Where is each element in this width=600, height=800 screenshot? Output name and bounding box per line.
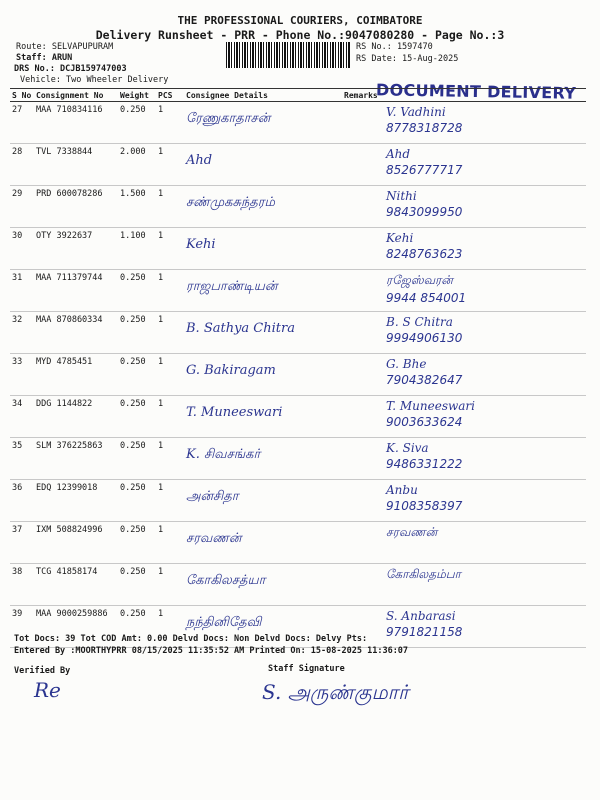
remarks-cell [342,186,384,228]
receiver-phone: 9003633624 [386,415,463,429]
receiver-signature: Anbu [386,483,418,497]
pcs-cell: 1 [156,186,184,228]
consignment-cell: PRD 600078286 [34,186,118,228]
consignee-handwriting: சரவணன் [186,531,242,546]
receiver-signature: V. Vadhini [386,105,446,119]
entered-by-line: Entered By :MOORTHYPRR 08/15/2025 11:35:52 AM Printed On: 15-08-2025 11:36:07 [14,646,409,656]
weight-cell: 0.250 [118,564,156,606]
verifier-signature: Re [34,678,61,702]
receiver-cell [384,564,586,606]
table-row [10,480,586,522]
consignee-handwriting: சண்முகசுந்தரம் [186,195,275,210]
receiver-phone: 9486331222 [386,457,463,471]
consignment-cell: MAA 9000259886 [34,606,118,648]
drs-number: DRS No.: DCJB159747003 [14,64,127,74]
receiver-signature: கோகிலதம்பா [386,567,461,581]
receiver-phone: 7904382647 [386,373,463,387]
consignee-handwriting: நந்தினிதேவி [186,615,262,630]
receiver-signature: S. Anbarasi [386,609,456,623]
pcs-cell: 1 [156,438,184,480]
table-row [10,144,586,186]
remarks-cell [342,144,384,186]
weight-cell: 0.250 [118,396,156,438]
pcs-cell: 1 [156,102,184,144]
pcs-cell: 1 [156,606,184,648]
staff-signature-label: Staff Signature [268,664,345,674]
consignment-cell: MAA 870860334 [34,312,118,354]
route-label: Route: SELVAPUPURAM [16,42,114,52]
col-consignment: Consignment No [34,89,118,102]
consignee-handwriting: Ahd [186,153,213,168]
pcs-cell: 1 [156,564,184,606]
consignee-cell [184,354,342,396]
consignee-handwriting: B. Sathya Chitra [186,321,295,336]
consignment-cell: EDQ 12399018 [34,480,118,522]
pcs-cell: 1 [156,396,184,438]
receiver-signature: T. Muneeswari [386,399,475,413]
receiver-phone: 9944 854001 [386,291,467,305]
consignee-cell [184,396,342,438]
consignee-cell [184,312,342,354]
remarks-cell [342,522,384,564]
remarks-cell [342,270,384,312]
runsheet-title: Delivery Runsheet - PRR - Phone No.:9047080280 - Page No.:3 [95,28,505,42]
weight-cell: 2.000 [118,144,156,186]
consignee-cell [184,564,342,606]
sno-cell: 39 [10,606,34,648]
sno-cell: 33 [10,354,34,396]
table-row [10,438,586,480]
sno-cell: 30 [10,228,34,270]
sno-cell: 36 [10,480,34,522]
table-row [10,564,586,606]
consignee-handwriting: அன்சிதா [186,489,239,504]
consignee-cell [184,186,342,228]
receiver-cell [384,354,586,396]
receiver-phone: 8778318728 [386,121,463,135]
pcs-cell: 1 [156,480,184,522]
weight-cell: 0.250 [118,312,156,354]
receiver-signature: Nithi [386,189,417,203]
staff-label: Staff: ARUN [16,53,73,63]
table-row [10,186,586,228]
consignee-cell [184,480,342,522]
remarks-cell [342,396,384,438]
consignment-cell: MYD 4785451 [34,354,118,396]
col-sno: S No [10,89,34,102]
weight-cell: 0.250 [118,270,156,312]
company-name: THE PROFESSIONAL COURIERS, COIMBATORE [177,14,423,27]
sno-cell: 34 [10,396,34,438]
receiver-signature: சரவணன் [386,525,438,539]
consignee-handwriting: K. சிவசங்கர் [186,447,261,462]
receiver-cell [384,606,586,648]
barcode [226,42,350,68]
receiver-signature: B. S Chitra [386,315,453,329]
remarks-cell [342,312,384,354]
weight-cell: 1.500 [118,186,156,228]
pcs-cell: 1 [156,228,184,270]
receiver-cell [384,144,586,186]
consignment-cell: SLM 376225863 [34,438,118,480]
weight-cell: 0.250 [118,480,156,522]
receiver-phone: 9994906130 [386,331,463,345]
receiver-phone: 9843099950 [386,205,463,219]
table-row [10,396,586,438]
rs-number: RS No.: 1597470 [356,42,433,52]
consignee-cell [184,228,342,270]
table-header-row [10,89,586,102]
consignee-handwriting: G. Bakiragam [186,363,276,378]
weight-cell: 0.250 [118,606,156,648]
remarks-cell [342,480,384,522]
consignee-handwriting: ராஜபாண்டியன் [186,279,278,294]
col-pcs: PCS [156,89,184,102]
receiver-cell [384,396,586,438]
sno-cell: 31 [10,270,34,312]
table-row [10,312,586,354]
pcs-cell: 1 [156,270,184,312]
weight-cell: 0.250 [118,522,156,564]
consignee-cell [184,522,342,564]
consignee-handwriting: கோகிலசத்யா [186,573,266,588]
consignment-cell: MAA 711379744 [34,270,118,312]
receiver-phone: 9108358397 [386,499,463,513]
weight-cell: 1.100 [118,228,156,270]
consignee-cell [184,438,342,480]
table-row [10,228,586,270]
sno-cell: 37 [10,522,34,564]
consignment-cell: IXM 508824996 [34,522,118,564]
receiver-cell [384,186,586,228]
receiver-cell [384,270,586,312]
col-remarks: Remarks [342,89,384,102]
verified-by-label: Verified By [14,666,71,676]
table-row [10,270,586,312]
table-row [10,522,586,564]
receiver-phone: 8248763623 [386,247,463,261]
receiver-phone: 8526777717 [386,163,463,177]
remarks-cell [342,564,384,606]
receiver-signature: Kehi [386,231,414,245]
consignment-cell: TCG 41858174 [34,564,118,606]
consignee-handwriting: T. Muneeswari [186,405,283,420]
consignment-cell: DDG 1144822 [34,396,118,438]
receiver-phone: 9791821158 [386,625,463,639]
delivery-table [10,88,586,648]
receiver-signature: ரஜேஸ்வரன் [386,273,453,287]
remarks-cell [342,438,384,480]
consignee-handwriting: Kehi [186,237,216,252]
receiver-signature: K. Siva [386,441,429,455]
receiver-cell [384,522,586,564]
sno-cell: 32 [10,312,34,354]
pcs-cell: 1 [156,522,184,564]
receiver-signature: Ahd [386,147,411,161]
col-consignee: Consignee Details [184,89,342,102]
receiver-cell [384,228,586,270]
sno-cell: 27 [10,102,34,144]
sno-cell: 38 [10,564,34,606]
remarks-cell [342,228,384,270]
staff-signature: S. அருண்குமார் [262,680,409,704]
table-row [10,354,586,396]
consignment-cell: OTY 3922637 [34,228,118,270]
consignee-handwriting: ரேணுகாதாசன் [186,111,271,126]
consignment-cell: MAA 710834116 [34,102,118,144]
sno-cell: 29 [10,186,34,228]
consignee-cell [184,270,342,312]
receiver-cell [384,438,586,480]
rs-date: RS Date: 15-Aug-2025 [356,54,459,64]
consignee-cell [184,144,342,186]
weight-cell: 0.250 [118,438,156,480]
table-row [10,102,586,144]
remarks-cell [342,354,384,396]
pcs-cell: 1 [156,312,184,354]
vehicle-label: Vehicle: Two Wheeler Delivery [20,75,169,85]
consignment-cell: TVL 7338844 [34,144,118,186]
document-delivery-stamp: DOCUMENT DELIVERY [375,80,577,103]
sno-cell: 35 [10,438,34,480]
sno-cell: 28 [10,144,34,186]
weight-cell: 0.250 [118,354,156,396]
col-receiver [384,89,586,102]
pcs-cell: 1 [156,354,184,396]
receiver-cell [384,102,586,144]
pcs-cell: 1 [156,144,184,186]
col-weight: Weight [118,89,156,102]
totals-line: Tot Docs: 39 Tot COD Amt: 0.00 Delvd Docs: Non Delvd Docs: Delvy Pts: [14,634,368,644]
receiver-cell [384,480,586,522]
receiver-cell [384,312,586,354]
consignee-cell [184,102,342,144]
receiver-signature: G. Bhe [386,357,427,371]
remarks-cell [342,102,384,144]
weight-cell: 0.250 [118,102,156,144]
